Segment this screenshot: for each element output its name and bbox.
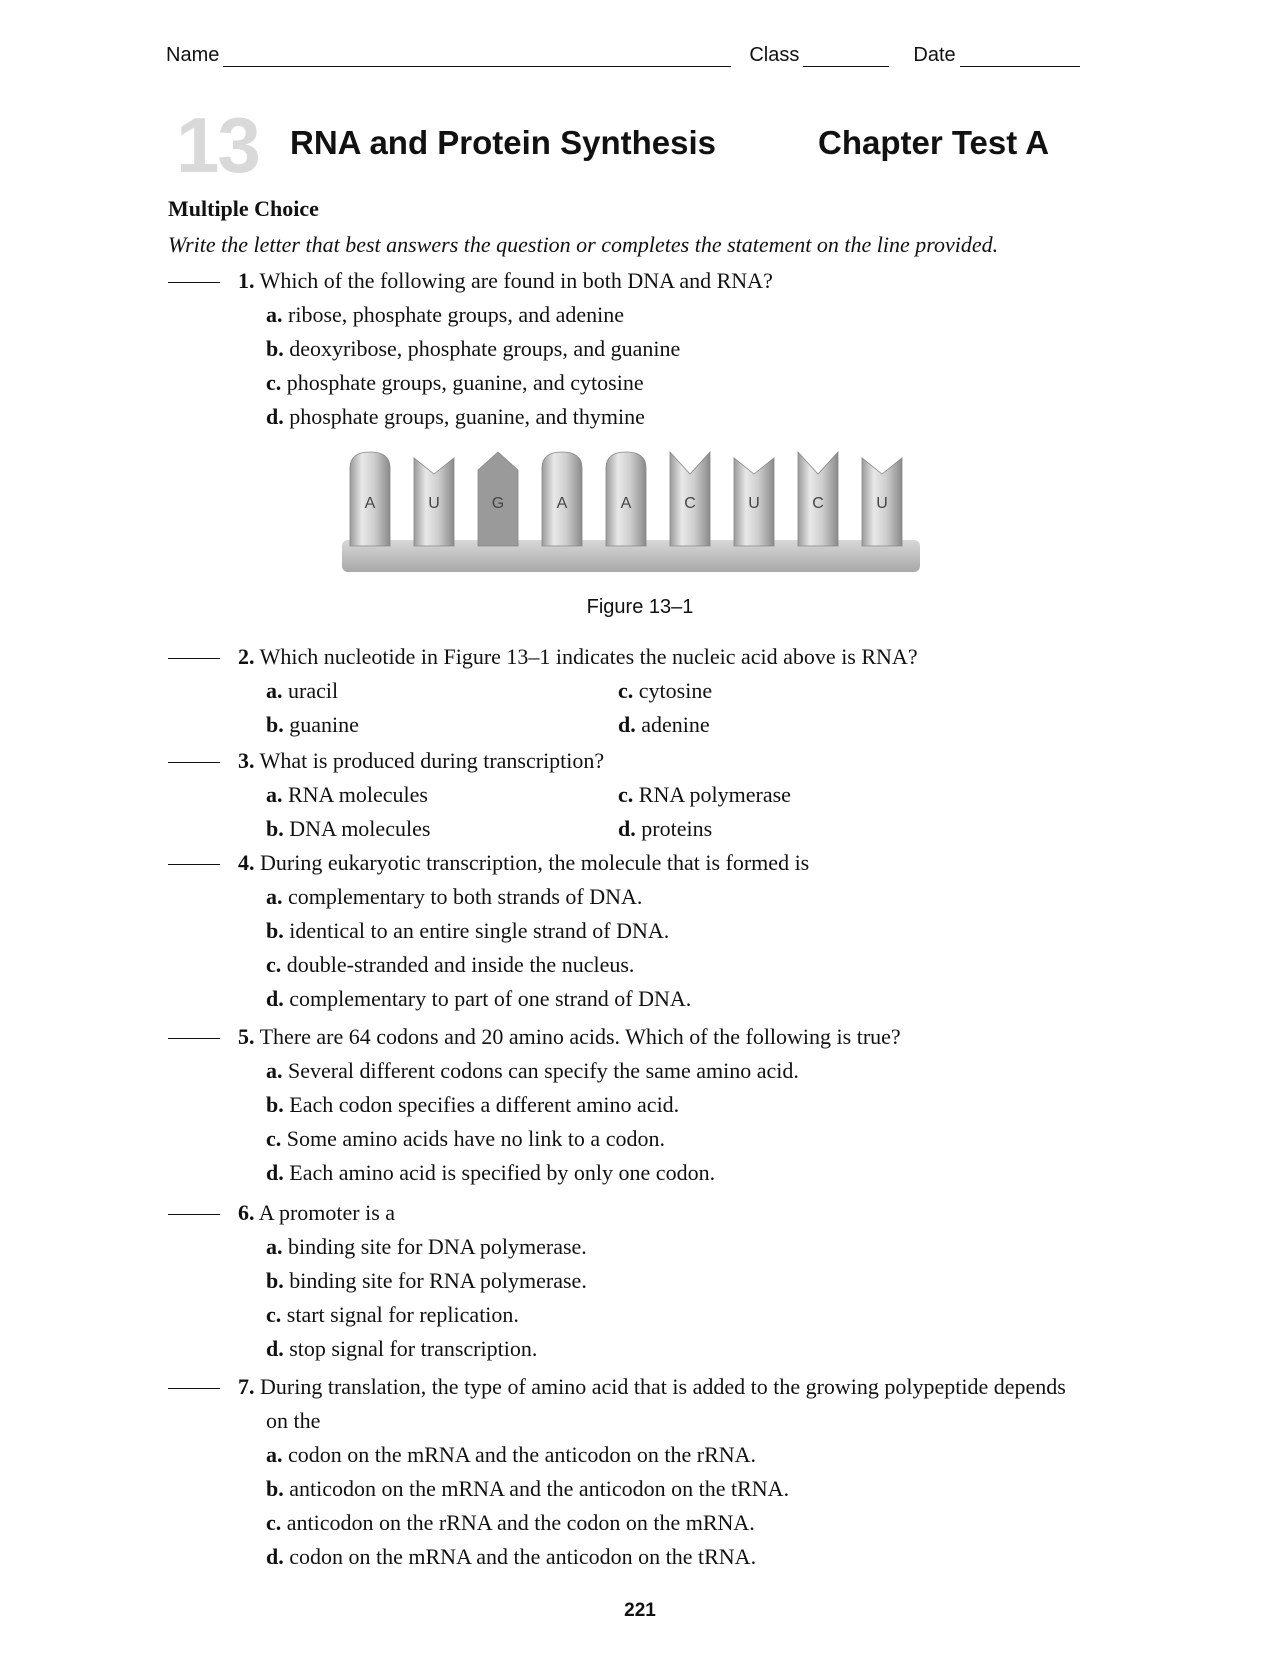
option-c: c. start signal for replication. (266, 1302, 519, 1327)
nucleotide-u (862, 458, 902, 546)
class-label: Class (749, 44, 800, 66)
nucleotide-label: A (364, 495, 376, 512)
option-b: b. identical to an entire single strand of DNA. (266, 918, 670, 943)
nucleotide-c (670, 452, 710, 546)
option-d: d. codon on the mRNA and the anticodon on the tRNA. (266, 1544, 757, 1569)
nucleotide-a (542, 452, 582, 546)
option-c: c. anticodon on the rRNA and the codon on the mRNA. (266, 1510, 755, 1535)
option-d: d. complementary to part of one strand of DNA. (266, 986, 692, 1011)
header-fields (166, 44, 1096, 67)
question-text: What is produced during transcription? (259, 748, 605, 773)
page-title: RNA and Protein Synthesis (290, 124, 717, 161)
option-a: a. codon on the mRNA and the anticodon on the rRNA. (266, 1442, 757, 1467)
section-heading: Multiple Choice (168, 196, 319, 221)
nucleotide-label: A (556, 495, 568, 512)
option-a: a. Several different codons can specify the same amino acid. (266, 1058, 799, 1083)
option-b: b. DNA molecules (266, 816, 431, 841)
option-c: c. Some amino acids have no link to a codon. (266, 1126, 665, 1151)
option-d: d. phosphate groups, guanine, and thymine (266, 404, 645, 429)
date-label: Date (913, 44, 956, 66)
option-b: b. Each codon specifies a different amino acid. (266, 1092, 680, 1117)
nucleotide-label: U (876, 495, 888, 512)
nucleotide-c (798, 452, 838, 546)
option-c: c. phosphate groups, guanine, and cytosine (266, 370, 644, 395)
answer-blank[interactable] (168, 282, 220, 283)
nucleotide-label: U (428, 495, 440, 512)
nucleotide-label: G (491, 495, 505, 512)
nucleotide-g (478, 452, 518, 546)
option-b: b. anticodon on the mRNA and the anticodon on the tRNA. (266, 1476, 790, 1501)
page-number: 221 (624, 1600, 656, 1621)
class-field[interactable] (803, 46, 889, 67)
name-label: Name (166, 44, 220, 66)
option-d: d. stop signal for transcription. (266, 1336, 538, 1361)
answer-blank[interactable] (168, 1388, 220, 1389)
nucleotide-label: A (620, 495, 632, 512)
nucleotide-u (734, 458, 774, 546)
question-number: 1. (238, 268, 255, 293)
question-text: There are 64 codons and 20 amino acids. Which of the following is true? (259, 1024, 901, 1049)
option-a: a. ribose, phosphate groups, and adenine (266, 302, 625, 327)
nucleotide-label: U (748, 495, 760, 512)
question-text: Which of the following are found in both DNA and RNA? (259, 268, 773, 293)
answer-blank[interactable] (168, 864, 220, 865)
answer-blank[interactable] (168, 1038, 220, 1039)
option-b: b. deoxyribose, phosphate groups, and guanine (266, 336, 681, 361)
option-c: c. double-stranded and inside the nucleus. (266, 952, 635, 977)
option-a: a. RNA molecules (266, 782, 428, 807)
test-label: Chapter Test A (818, 124, 1050, 161)
option-c: c. RNA polymerase (618, 782, 791, 807)
instructions: Write the letter that best answers the question or completes the statement on the line provided. (168, 232, 999, 257)
date-field[interactable] (960, 46, 1080, 67)
nucleotide-u (414, 458, 454, 546)
option-d: d. Each amino acid is specified by only one codon. (266, 1160, 716, 1185)
answer-blank[interactable] (168, 658, 220, 659)
question-text: During translation, the type of amino acid that is added to the growing polypeptide depends on the (260, 1374, 1066, 1433)
option-a: a. complementary to both strands of DNA. (266, 884, 643, 909)
nucleotide-a (350, 452, 390, 546)
nucleotide-label: C (684, 495, 696, 512)
option-d: d. adenine (618, 712, 710, 737)
nucleotide-label: C (812, 495, 824, 512)
option-a: a. uracil (266, 678, 339, 703)
chapter-number: 13 (176, 101, 259, 189)
answer-blank[interactable] (168, 1214, 220, 1215)
question-text: During eukaryotic transcription, the molecule that is formed is (260, 850, 810, 875)
figure-caption: Figure 13–1 (586, 596, 694, 618)
answer-blank[interactable] (168, 762, 220, 763)
rna-strand-figure (338, 446, 924, 578)
question-text: A promoter is a (258, 1200, 396, 1225)
option-d: d. proteins (618, 816, 713, 841)
question-text: Which nucleotide in Figure 13–1 indicates the nucleic acid above is RNA? (259, 644, 918, 669)
option-b: b. guanine (266, 712, 359, 737)
nucleotide-a (606, 452, 646, 546)
name-field[interactable] (223, 46, 731, 67)
option-c: c. cytosine (618, 678, 713, 703)
option-a: a. binding site for DNA polymerase. (266, 1234, 587, 1259)
option-b: b. binding site for RNA polymerase. (266, 1268, 587, 1293)
